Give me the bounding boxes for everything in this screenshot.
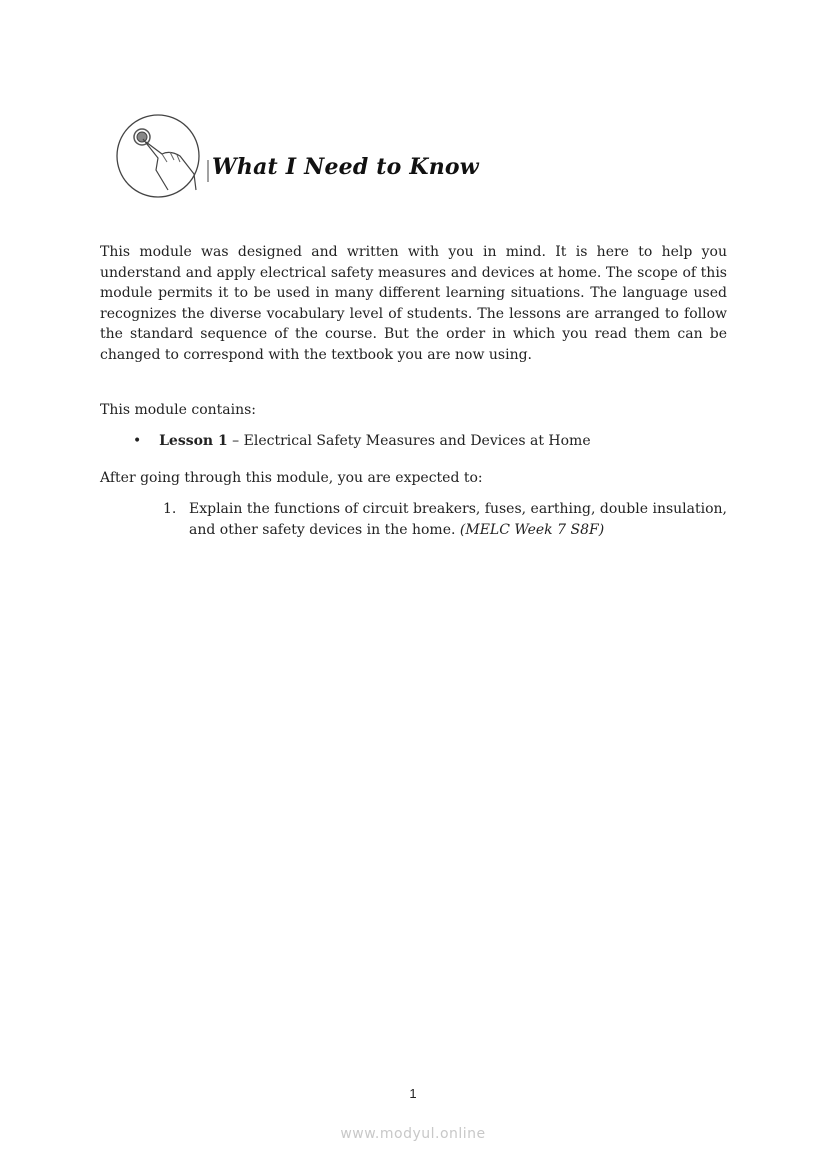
objective-text: Explain the functions of circuit breakers, fuses, earthing, double insulation, and other safety devices in the home. <box>189 501 727 538</box>
bullet: • <box>133 433 142 449</box>
section-title: What I Need to Know <box>212 154 479 180</box>
objective-ref: (MELC Week 7 S8F) <box>459 521 605 538</box>
pointing-hand-icon <box>110 112 210 200</box>
lesson-list-item <box>133 433 591 449</box>
lesson-label: Lesson 1 <box>159 433 228 449</box>
after-label: After going through this module, you are expected to: <box>100 470 483 486</box>
page-number: 1 <box>409 1086 417 1101</box>
objective-number: 1. <box>163 501 177 517</box>
lesson-title: Electrical Safety Measures and Devices at Home <box>243 433 591 449</box>
lesson-separator: – <box>227 433 244 449</box>
contains-label: This module contains: <box>100 402 257 418</box>
intro-paragraph: This module was designed and written with you in mind. It is here to help you understand and apply electrical safety measures and devices at home. The scope of this module permits it to be used in many different learning situations. The language used recognizes the diverse vocabulary level of students. The lessons are arranged to follow the standard sequence of the course. But the order in which you read them can be changed to correspond with the textbook you are now using. <box>100 244 727 363</box>
objective-item <box>163 499 727 540</box>
watermark: www.modyul.online <box>340 1126 486 1142</box>
